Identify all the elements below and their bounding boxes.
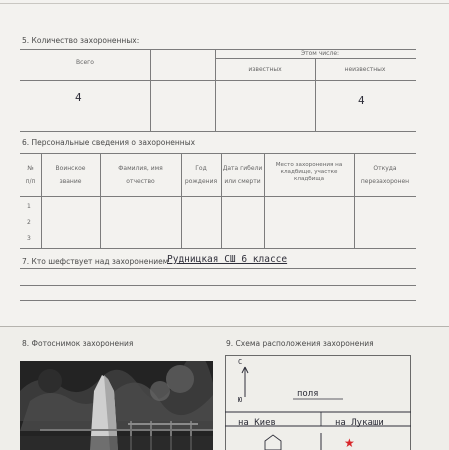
section9-title: 9. Схема расположения захоронения <box>226 339 374 348</box>
col-known-header: известных <box>248 66 282 73</box>
header-death: Дата гибели или смерти <box>222 165 263 185</box>
table5-bottom-line <box>20 131 416 132</box>
table5-divider <box>150 49 151 131</box>
row-number: 2 <box>27 219 31 226</box>
header-num: № п/п <box>25 165 36 185</box>
header-rank: Воинское звание <box>55 165 86 185</box>
col-unknown-header: неизвестных <box>344 66 386 73</box>
col-total-header: Всего <box>76 59 94 66</box>
section5-title: 5. Количество захороненных: <box>22 36 140 45</box>
lukashi-label: на Лукаши <box>335 418 384 428</box>
table5-divider <box>315 58 316 131</box>
section8-title: 8. Фотоснимок захоронения <box>22 339 134 348</box>
section7-value: Рудницкая СШ 6 классе <box>167 254 288 265</box>
section7-line <box>20 268 416 269</box>
col-of-them-header: Этом числе: <box>300 50 340 57</box>
section7-line <box>20 285 416 286</box>
unknown-value: 4 <box>358 94 365 107</box>
section7-line <box>20 300 416 301</box>
section7-label: 7. Кто шефствует над захоронением <box>22 257 169 266</box>
memorial-star-icon: ★ <box>344 436 355 450</box>
table6-top-line <box>20 153 416 154</box>
total-value: 4 <box>75 91 82 104</box>
header-origin: Откуда перезахоронен <box>360 165 410 185</box>
header-name: Фамилия, имя отчество <box>118 165 163 185</box>
section6-title: 6. Персональные сведения о захороненных <box>22 138 196 147</box>
table5-header-bottom <box>20 80 416 81</box>
paper-fold <box>0 3 449 4</box>
north-label: С <box>238 358 243 366</box>
header-place: Место захоронения на кладбище, участке кладбища <box>275 162 343 182</box>
south-label: Ю <box>238 396 243 404</box>
fields-label: поля <box>297 389 319 399</box>
row-number: 1 <box>27 203 31 210</box>
grave-photo <box>20 361 213 450</box>
photo-image <box>20 361 213 450</box>
kiev-label: на Киев <box>238 418 276 428</box>
header-birth: Год рождения <box>184 165 218 185</box>
scheme-drawing <box>225 355 411 450</box>
table6-header-bottom <box>20 196 416 197</box>
row-number: 3 <box>27 235 31 242</box>
table6-bottom-line <box>20 248 416 249</box>
table5-divider <box>215 49 216 131</box>
